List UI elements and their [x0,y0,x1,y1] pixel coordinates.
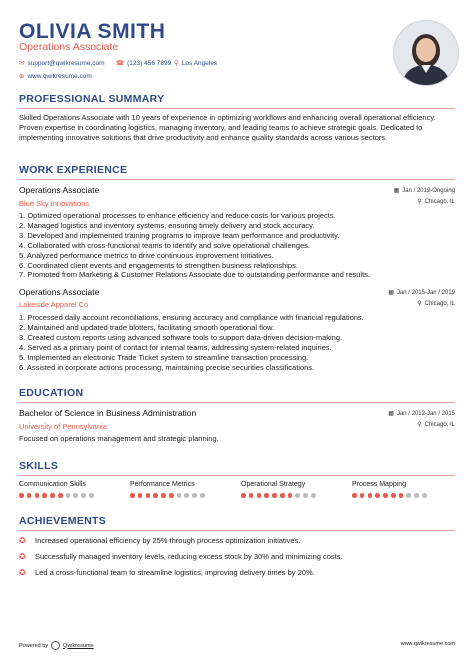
list-item: 5. Analyzed performance metrics to drive continuous improvement initiatives. [19,250,274,260]
job-1-dates [394,187,455,194]
job-2-location [417,300,455,307]
job-1-location-text: Chicago, IL [424,198,455,205]
footer-powered-by [19,641,94,650]
skill-dot-filled [280,493,285,498]
website-contact[interactable] [19,72,92,80]
skill-dot-filled [130,493,135,498]
powered-by-text: Powered by [19,642,49,649]
phone-icon: ☎ [116,60,125,67]
skill-dot-filled [42,493,47,498]
calendar-icon: ▦ [388,411,394,417]
skill-dot-filled [146,493,151,498]
skill-dot-filled [27,493,32,498]
skill-dot-filled [368,493,373,498]
skill-dot-filled [264,493,269,498]
location-pin-icon: ⚲ [417,422,422,428]
skill-dot-filled [138,493,143,498]
location-pin-icon: ⚲ [417,301,422,307]
calendar-icon: ▦ [393,188,400,194]
location-contact [174,59,217,67]
skills-heading: SKILLS [19,460,59,472]
skill-dot-filled [360,493,365,498]
school-name[interactable]: University of Pennsylvania [19,422,107,431]
skill-dot-filled [391,493,396,498]
globe-icon: ⊕ [19,73,25,80]
job-2-dates [388,289,455,296]
skill-dot-empty [177,493,182,498]
job-2-location-text: Chicago, IL [424,300,455,307]
location-text: Los Angeles [181,59,218,67]
skill-rating [241,493,316,498]
profile-photo-illustration [394,21,458,85]
email-text: support@qwikresume.com [27,59,105,67]
list-item: 4. Served as a primary point of contact for internal teams, addressing system-related inquiries. [19,342,332,352]
achievement-item [19,568,315,577]
list-item: 5. Implemented an electronic Trade Ticket system to streamline transaction processing. [19,352,309,362]
list-item: 7. Promoted from Marketing & Customer Relations Associate due to outstanding performance and results. [19,270,371,280]
phone-contact [116,59,171,67]
job-1-bullets [19,211,459,280]
skill-dot-filled [383,493,388,498]
skills-divider [19,475,455,476]
skill-dot-filled [375,493,380,498]
list-item: 4. Collaborated with cross-functional teams to identify and solve operational challenges. [19,240,310,250]
list-item: 3. Developed and implemented training programs to improve team performance and productivity. [19,230,340,240]
skill-dot-empty [184,493,189,498]
job-2-title: Operations Associate [19,287,100,297]
qwikresume-logo-icon [51,641,60,650]
skill-dot-empty [295,493,300,498]
location-pin-icon: ⚲ [174,60,179,67]
skill-dot-filled [241,493,246,498]
job-2-dates-text: Jan / 2015-Jan / 2019 [396,289,455,296]
summary-text: Skilled Operations Associate with 10 years of experience in optimizing workflows and enhancing overall operational efficiency. Proven expertise in coordinating logistics, managing inventory, and leading teams to achieve strategic goals. Dedicated to implementing innovative solutions that drive productivity and enhance quality standards across various sectors. [19,113,436,143]
calendar-icon: ▦ [388,290,394,296]
education-location-text: Chicago, IL [424,421,455,428]
skill-dot-filled [19,493,24,498]
trophy-icon: ✪ [19,552,26,561]
email-contact[interactable] [19,59,105,67]
candidate-name: OLIVIA SMITH [19,20,166,43]
list-item: 6. Assisted in corporate actions processing, maintaining precise securities classifications. [19,362,315,372]
job-1-title: Operations Associate [19,185,100,195]
skill-rating [130,493,205,498]
skill-label: Operational Strategy [241,481,306,488]
achievements-divider [19,530,455,531]
skill-label: Communication Skills [19,481,86,488]
skill-dot-empty [406,493,411,498]
education-dates [388,410,455,417]
skill-dot-filled [352,493,357,498]
achievement-text: Led a cross-functional team to streamline logistics, improving delivery times by 20%. [35,568,315,577]
education-heading: EDUCATION [19,387,84,399]
summary-heading: PROFESSIONAL SUMMARY [19,93,165,105]
list-item: 1. Optimized operational processes to enhance efficiency and reduce costs for various projects. [19,211,336,220]
skill-dot-empty [422,493,427,498]
skill-dot-empty [414,493,419,498]
skill-dot-filled [249,493,254,498]
skill-dot-empty [73,493,78,498]
list-item: 6. Coordinated client events and engagements to strengthen business relationships. [19,260,298,270]
skill-label: Performance Metrics [130,481,195,488]
location-pin-icon: ⚲ [417,199,422,205]
footer-site[interactable]: www.qwikresume.com [400,641,455,647]
achievement-item [19,536,300,545]
phone-text: (123) 456 7899 [127,59,172,67]
skill-dot-empty [311,493,316,498]
list-item: 2. Managed logistics and inventory systems, ensuring timely delivery and stock accuracy. [19,220,315,230]
summary-divider [19,108,455,109]
skill-dot-filled [35,493,40,498]
skill-dot-empty [303,493,308,498]
job-1-location [417,198,455,205]
achievement-text: Increased operational efficiency by 25% through process optimization initiatives. [35,536,301,545]
skill-dot-empty [66,493,71,498]
skill-label: Process Mapping [352,481,407,488]
skill-dot-empty [192,493,197,498]
skill-dot-empty [200,493,205,498]
email-icon: ✉ [19,60,25,67]
profile-photo [393,20,459,86]
website-text: www.qwikresume.com [27,72,92,80]
skill-rating [352,493,427,498]
skill-dot-filled [153,493,158,498]
trophy-icon: ✪ [19,536,26,545]
education-location [417,421,455,428]
list-item: 2. Maintained and updated trade blotters, facilitating smooth operational flow. [19,322,275,332]
skill-dot-filled [399,493,404,498]
skill-dot-filled [169,493,174,498]
skill-dot-empty [89,493,94,498]
achievement-text: Successfully managed inventory levels, reducing excess stock by 30% and minimizing costs. [35,552,343,561]
experience-heading: WORK EXPERIENCE [19,164,128,176]
job-2-company[interactable]: Lakeside Apparel Co [19,300,89,309]
education-dates-text: Jan / 2012-Jan / 2015 [396,410,455,417]
candidate-role: Operations Associate [19,41,119,53]
job-2-bullets [19,313,459,372]
achievements-heading: ACHIEVEMENTS [19,515,107,527]
list-item: 3. Created custom reports using advanced software tools to support data-driven decision-making. [19,332,343,342]
brand-link[interactable]: Qwikresume [63,642,94,649]
skill-dot-filled [288,493,293,498]
trophy-icon: ✪ [19,568,26,577]
skill-dot-filled [58,493,63,498]
degree-title: Bachelor of Science in Business Administration [19,408,197,418]
skill-dot-filled [161,493,166,498]
achievement-item [19,552,343,561]
experience-divider [19,179,455,180]
list-item: 1. Processed daily account reconciliations, ensuring accuracy and compliance with financial regulations. [19,313,364,322]
education-note: Focused on operations management and strategic planning. [19,434,219,443]
skill-dot-filled [257,493,262,498]
education-divider [19,402,455,403]
skill-rating [19,493,94,498]
job-1-dates-text: Jan / 2019-Ongoing [402,187,455,194]
skill-dot-filled [272,493,277,498]
skill-dot-empty [81,493,86,498]
job-1-company[interactable]: Blue Sky Innovations [19,199,90,208]
skill-dot-filled [50,493,55,498]
